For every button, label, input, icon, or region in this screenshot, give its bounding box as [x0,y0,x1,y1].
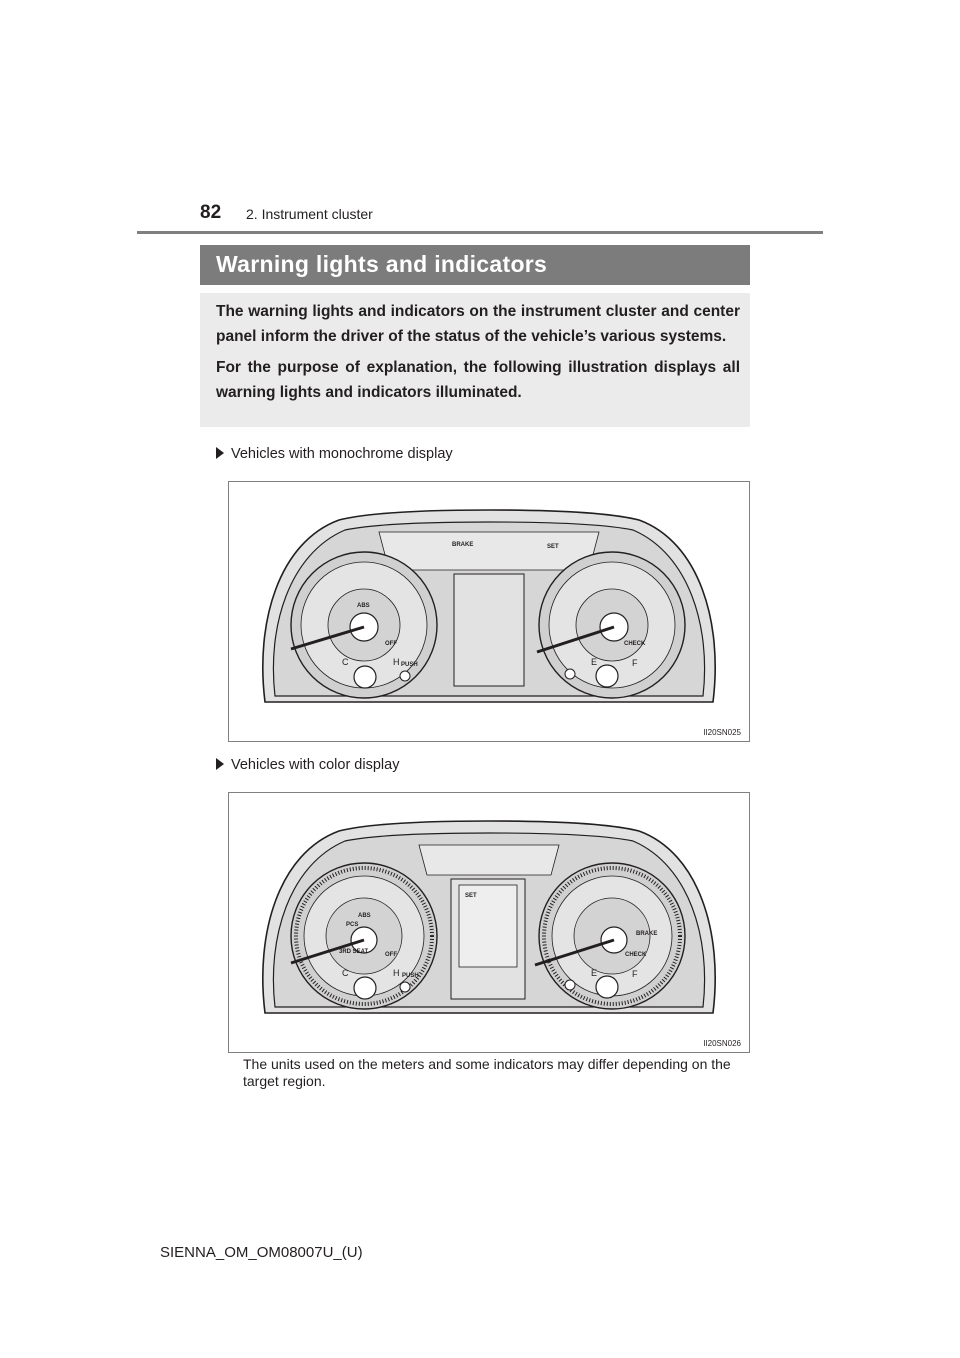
bullet-arrow-icon [216,758,224,770]
figure-2-caption: Vehicles with color display [216,757,399,773]
svg-text:H: H [393,968,400,978]
svg-text:F: F [632,969,638,979]
svg-text:CHECK: CHECK [624,641,646,647]
intro-box [200,293,750,427]
note-text: The units used on the meters and some indicators may differ depending on the target region. [243,1056,731,1089]
svg-text:OFF: OFF [385,952,397,958]
svg-text:BRAKE: BRAKE [452,542,474,548]
figure-color [228,792,750,1053]
figure-code: II20SN025 [703,728,741,737]
header-rule [137,231,823,234]
svg-text:ABS: ABS [358,913,371,919]
intro-paragraph-2: For the purpose of explanation, the following illustration displays all warning lights and indicators illuminated. [216,359,740,401]
svg-text:CHECK: CHECK [625,952,647,958]
bullet-arrow-icon [216,447,224,459]
svg-text:C: C [342,657,349,667]
page-number: 82 [200,202,222,223]
svg-text:SET: SET [547,544,559,550]
svg-text:C: C [342,968,349,978]
svg-text:3RD SEAT: 3RD SEAT [339,949,369,955]
svg-text:ABS: ABS [357,603,370,609]
svg-text:H: H [393,657,400,667]
instrument-cluster-monochrome-illustration [229,482,749,741]
footer-code: SIENNA_OM_OM08007U_(U) [160,1244,363,1261]
svg-text:BRAKE: BRAKE [636,931,658,937]
svg-text:PUSH: PUSH [402,973,419,979]
svg-text:F: F [632,658,638,668]
figure-code: II20SN026 [703,1039,741,1048]
intro-paragraph-1: The warning lights and indicators on the instrument cluster and center panel inform the driver of the status of the vehicle’s various systems. [216,303,740,345]
instrument-cluster-color-illustration [229,793,749,1052]
chapter-title: 2. Instrument cluster [246,206,373,222]
section-title-bar [200,245,750,285]
svg-text:SET: SET [465,893,477,899]
svg-text:PCS: PCS [346,922,359,928]
svg-text:E: E [591,968,598,978]
svg-text:PUSH: PUSH [401,662,418,668]
svg-text:OFF: OFF [385,641,397,647]
svg-text:E: E [591,657,598,667]
figure-monochrome [228,481,750,742]
section-title: Warning lights and indicators [216,251,548,277]
figure-1-caption: Vehicles with monochrome display [216,446,453,462]
